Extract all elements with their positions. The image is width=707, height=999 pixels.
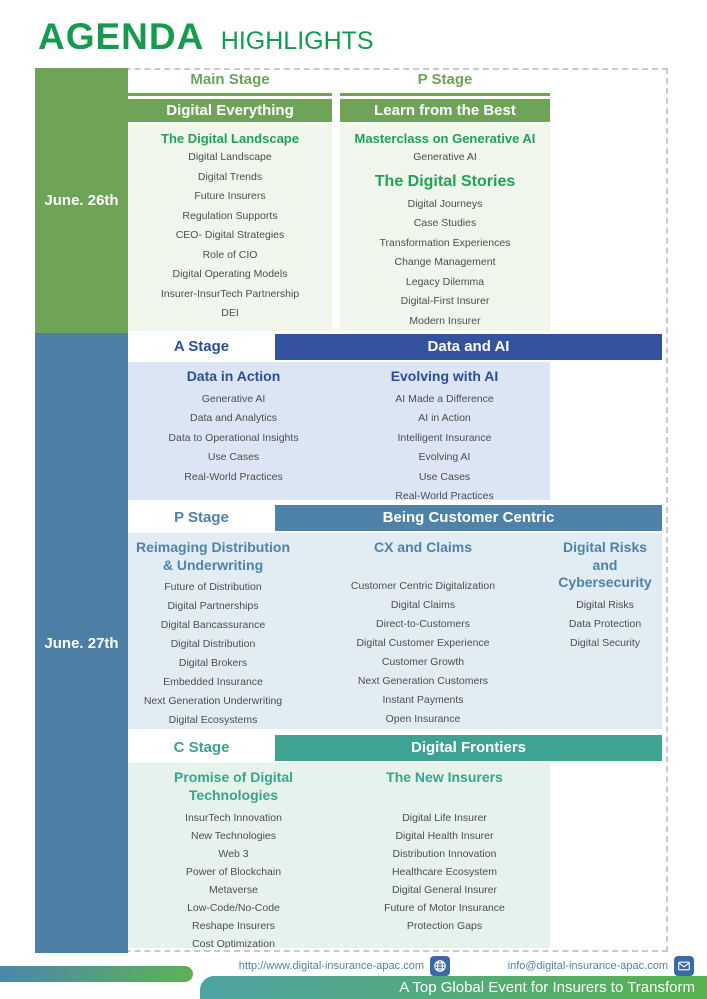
agenda-column — [128, 366, 339, 500]
agenda-topic: Digital Landscape — [188, 151, 272, 163]
agenda-topic: Transformation Experiences — [379, 236, 511, 249]
agenda-topic: Customer Growth — [381, 656, 465, 668]
website-url[interactable]: http://www.digital-insurance-apac.com — [238, 960, 424, 972]
agenda-topic: Digital Ecosystems — [168, 714, 258, 726]
track-heading: Evolving with AI — [390, 368, 499, 384]
topic-list — [128, 390, 339, 488]
agenda-topic: Insurer-InsurTech Partnership — [160, 287, 300, 300]
agenda-column — [339, 767, 550, 948]
topic-list — [339, 809, 550, 935]
topic-list — [128, 148, 332, 324]
agenda-topic: DEI — [221, 307, 239, 319]
stage-name: Main Stage — [128, 71, 332, 96]
session-title: Digital Frontiers — [410, 739, 526, 756]
agenda-topic: Distribution Innovation — [392, 848, 497, 860]
email-address[interactable]: info@digital-insurance-apac.com — [507, 960, 668, 972]
topic-list — [340, 195, 550, 332]
agenda-topic: InsurTech Innovation — [185, 812, 282, 824]
agenda-topic: Role of CIO — [202, 248, 258, 261]
agenda-topic: New Technologies — [190, 830, 277, 842]
topic-list — [128, 578, 298, 729]
agenda-topic: Evolving AI — [418, 451, 471, 463]
agenda-topic: AI in Action — [418, 412, 471, 424]
agenda-topic: Digital Journeys — [407, 197, 483, 210]
agenda-topic: Metaverse — [208, 884, 259, 896]
agenda-topic: Data and Analytics — [190, 412, 277, 424]
agenda-topic: Healthcare Ecosystem — [391, 866, 498, 878]
june27-date-label — [35, 333, 128, 953]
date-text: June. 27th — [44, 634, 119, 652]
agenda-topic: Digital Life Insurer — [402, 812, 487, 824]
agenda-topic: Digital Brokers — [178, 657, 248, 669]
agenda-topic: Digital Risks — [576, 598, 634, 611]
section-header — [128, 334, 662, 360]
stage-name: P Stage — [340, 71, 550, 96]
agenda-topic: Reshape Insurers — [192, 920, 275, 932]
section-header — [128, 735, 662, 761]
page-title — [38, 16, 374, 58]
agenda-topic: Future of Motor Insurance — [384, 902, 505, 914]
date-text: June. 26th — [44, 192, 119, 209]
agenda-topic: Instant Payments — [382, 694, 464, 706]
agenda-topic: Open Insurance — [385, 713, 461, 725]
agenda-column — [128, 537, 298, 729]
track-heading: Reimaging Distribution & Underwriting — [136, 539, 290, 573]
agenda-topic: Next Generation Customers — [357, 675, 489, 687]
agenda-topic: Digital-First Insurer — [400, 295, 490, 307]
section-data-and-ai — [128, 334, 662, 500]
agenda-topic: Embedded Insurance — [163, 676, 263, 688]
website-link[interactable] — [239, 956, 450, 976]
agenda-topic: Cost Optimization — [192, 938, 275, 948]
track-heading: Promise of Digital Technologies — [173, 769, 294, 803]
track-heading: Data in Action — [186, 368, 281, 384]
session-title: Digital Everything — [128, 99, 332, 122]
agenda-topic: Future of Distribution — [164, 581, 262, 593]
agenda-topic: Use Cases — [207, 451, 260, 463]
topic-list — [548, 596, 662, 653]
topic-list — [128, 809, 339, 948]
section-being-customer-centric — [128, 505, 662, 729]
session-title: Being Customer Centric — [382, 509, 555, 526]
topic-list — [298, 577, 548, 729]
track-heading: Masterclass on Generative AI — [354, 131, 536, 146]
track-heading: CX and Claims — [373, 539, 473, 555]
event-tagline: A Top Global Event for Insurers to Transform — [200, 976, 707, 999]
p-stage-column — [340, 71, 550, 331]
agenda-topic: Next Generation Underwriting — [143, 695, 283, 707]
session-panel — [128, 124, 332, 331]
agenda-topic: Power of Blockchain — [185, 866, 282, 878]
stage-name: C Stage — [128, 735, 275, 761]
agenda-topic: Generative AI — [201, 392, 266, 405]
agenda-topic: Digital Distribution — [170, 638, 256, 650]
track-heading: The Digital Stories — [374, 172, 516, 190]
topic-list — [339, 390, 550, 501]
stage-name: A Stage — [128, 334, 275, 360]
globe-icon[interactable] — [430, 956, 450, 976]
agenda-topic: Regulation Supports — [182, 209, 278, 222]
track-heading: The Digital Landscape — [161, 131, 299, 146]
footer-gradient-pill — [0, 966, 193, 982]
agenda-topic: Change Management — [394, 256, 496, 268]
session-panel — [128, 362, 550, 500]
agenda-topic: Protection Gaps — [406, 920, 483, 932]
session-panel — [128, 763, 550, 948]
agenda-topic: Legacy Dilemma — [405, 275, 485, 288]
agenda-topic: Low-Code/No-Code — [187, 902, 280, 914]
stage-name: P Stage — [128, 505, 275, 531]
agenda-topic: Web 3 — [218, 848, 249, 860]
agenda-topic: Real-World Practices — [395, 490, 494, 500]
agenda-topic: Digital Claims — [390, 599, 456, 611]
agenda-topic: Case Studies — [413, 217, 477, 229]
agenda-topic: Digital Security — [569, 636, 641, 649]
agenda-topic: Customer Centric Digitalization — [350, 580, 496, 592]
section-header — [128, 505, 662, 531]
agenda-topic: Direct-to-Customers — [376, 618, 470, 630]
track-heading: The New Insurers — [386, 769, 503, 785]
session-panel — [340, 124, 550, 331]
agenda-column — [298, 537, 548, 729]
session-panel — [128, 533, 662, 729]
agenda-topic: Digital General Insurer — [391, 884, 498, 896]
session-title: Data and AI — [427, 338, 510, 355]
agenda-topic: Generative AI — [413, 151, 477, 163]
session-group — [340, 128, 550, 168]
agenda-topic: Digital Operating Models — [172, 268, 288, 280]
agenda-topic: AI Made a Difference — [395, 392, 494, 405]
agenda-topic: Use Cases — [418, 470, 471, 483]
section-digital-frontiers — [128, 735, 662, 948]
email-link[interactable] — [508, 956, 694, 976]
agenda-title: AGENDA — [38, 16, 205, 57]
session-title: Learn from the Best — [340, 99, 550, 122]
agenda-topic: Modern Insurer — [409, 314, 481, 327]
session-group — [128, 128, 332, 324]
june26-date-label — [35, 68, 128, 333]
agenda-topic: Data Protection — [568, 617, 642, 630]
agenda-topic: CEO- Digital Strategies — [175, 229, 285, 241]
agenda-column — [128, 767, 339, 948]
mail-icon[interactable] — [674, 956, 694, 976]
agenda-topic: Data to Operational Insights — [168, 431, 299, 444]
agenda-subtitle: HIGHLIGHTS — [220, 27, 374, 55]
agenda-column — [548, 537, 662, 729]
agenda-topic: Digital Trends — [197, 170, 263, 183]
june26-section — [128, 71, 550, 331]
main-stage-column — [128, 71, 332, 331]
agenda-topic: Future Insurers — [194, 190, 266, 202]
topic-list — [340, 148, 550, 168]
agenda-topic: Digital Bancassurance — [160, 619, 266, 631]
agenda-topic: Intelligent Insurance — [397, 431, 492, 444]
agenda-topic: Digital Customer Experience — [356, 637, 490, 649]
agenda-topic: Real-World Practices — [184, 470, 283, 483]
agenda-topic: Digital Health Insurer — [395, 830, 494, 842]
agenda-column — [339, 366, 550, 500]
track-heading: Digital Risks and Cybersecurity — [558, 539, 652, 590]
agenda-topic: Digital Partnerships — [167, 600, 259, 612]
session-group — [340, 168, 550, 332]
